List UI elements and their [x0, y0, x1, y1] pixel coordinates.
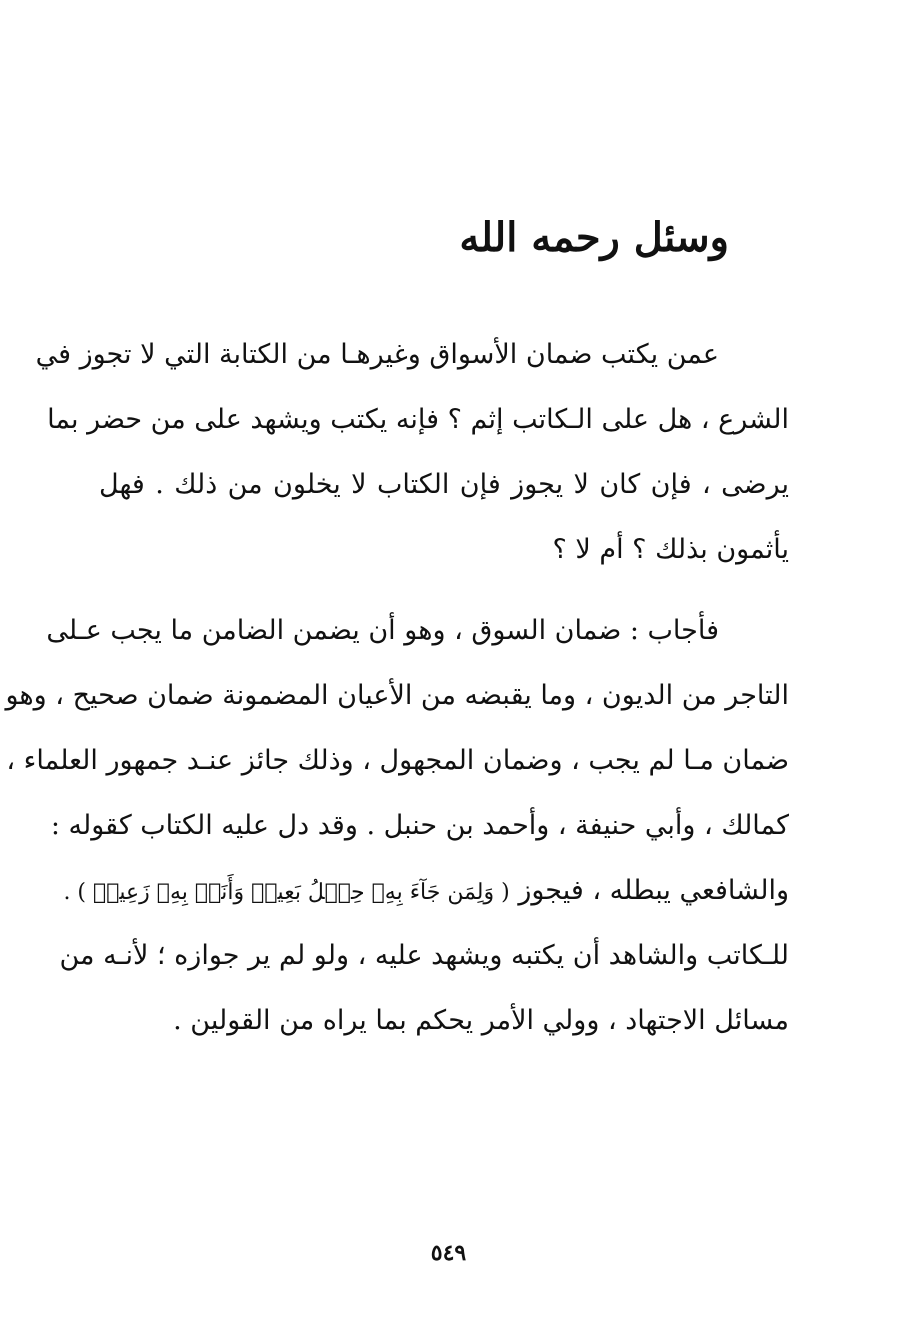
answer-line: مسائل الاجتهاد ، وولي الأمر يحكم بما يراه من القولين .: [173, 1005, 789, 1036]
answer-line: فأجاب : ضمان السوق ، وهو أن يضمن الضامن ما يجب عـلى: [46, 615, 719, 646]
answer-line: ضمان مـا لم يجب ، وضمان المجهول ، وذلك جائز عنـد جمهور العلماء ،: [6, 745, 789, 776]
answer-line-continuation: والشافعي يبطله ، فيجوز: [518, 875, 789, 906]
question-line: عمن يكتب ضمان الأسواق وغيرهـا من الكتابة التي لا تجوز في: [35, 339, 719, 370]
question-line: الشرع ، هل على الـكاتب إثم ؟ فإنه يكتب ويشهد على من حضر بما: [47, 404, 789, 435]
page-number: ٥٤٩: [430, 1240, 467, 1266]
answer-line: كمالك ، وأبي حنيفة ، وأحمد بن حنبل . وقد دل عليه الكتاب كقوله :: [50, 810, 789, 841]
answer-line: التاجر من الديون ، وما يقبضه من الأعيان المضمونة ضمان صحيح ، وهو: [5, 680, 789, 711]
question-line: يأثمون بذلك ؟ أم لا ؟: [552, 534, 789, 565]
quran-verse: ( وَلِمَن جَآءَ بِهِۦ حِمۡلُ بَعِيرٖ وَأَنَا۠ بِهِۦ زَعِيمٞ ) .: [63, 880, 510, 905]
section-heading: وسئل رحمه الله: [459, 214, 729, 261]
question-paragraph: [35, 322, 789, 582]
verse-line: [63, 858, 789, 923]
answer-line: للـكاتب والشاهد أن يكتبه ويشهد عليه ، ولو لم ير جوازه ؛ لأنـه من: [59, 940, 789, 971]
question-line: يرضى ، فإن كان لا يجوز فإن الكتاب لا يخلون من ذلك . فهل: [99, 469, 789, 500]
answer-paragraph: [5, 598, 789, 1053]
